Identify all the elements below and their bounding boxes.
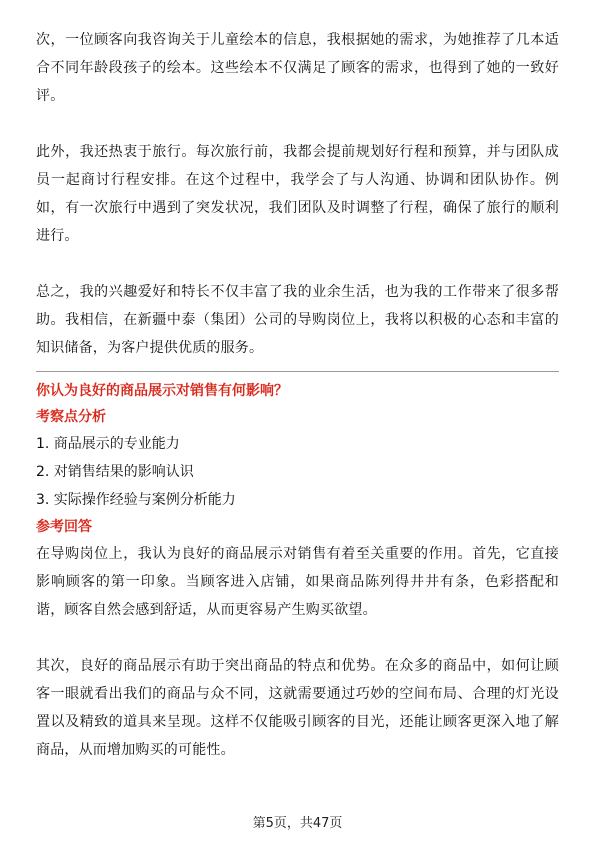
paragraph-gap	[36, 110, 559, 138]
paragraph-gap	[36, 624, 559, 652]
body-paragraph: 此外，我还热衷于旅行。每次旅行前，我都会提前规划好行程和预算，并与团队成员一起商讨行程安排。在这个过程中，我学会了与人沟通、协调和团队协作。例如，有一次旅行中遇到了突发状况，我们团队及时调整了行程，确保了旅行的顺利进行。	[36, 144, 559, 244]
answer-heading: 参考回答	[36, 519, 92, 535]
analysis-heading: 考察点分析	[36, 409, 106, 425]
body-paragraph: 总之，我的兴趣爱好和特长不仅丰富了我的业余生活，也为我的工作带来了很多帮助。我相信，在新疆中泰（集团）公司的导购岗位上，我将以积极的心态和丰富的知识储备，为客户提供优质的服务。	[36, 284, 559, 356]
question-heading: 你认为良好的商品展示对销售有何影响？	[36, 383, 288, 399]
section-divider	[36, 371, 559, 372]
page-number-footer: 第5页，共47页	[252, 816, 343, 831]
paragraph-gap	[36, 250, 559, 278]
analysis-item: 3. 实际操作经验与案例分析能力	[36, 492, 236, 508]
analysis-item: 1. 商品展示的专业能力	[36, 436, 180, 452]
body-paragraph: 次，一位顾客向我咨询关于儿童绘本的信息，我根据她的需求，为她推荐了几本适合不同年龄段孩子的绘本。这些绘本不仅满足了顾客的需求，也得到了她的一致好评。	[36, 32, 559, 104]
answer-paragraph: 在导购岗位上，我认为良好的商品展示对销售有着至关重要的作用。首先，它直接影响顾客的第一印象。当顾客进入店铺，如果商品陈列得井井有条，色彩搭配和谐，顾客自然会感到舒适，从而更容易产生购买欲望。	[36, 546, 559, 618]
answer-paragraph: 其次，良好的商品展示有助于突出商品的特点和优势。在众多的商品中，如何让顾客一眼就看出我们的商品与众不同，这就需要通过巧妙的空间布局、合理的灯光设置以及精致的道具来呈现。这样不仅能吸引顾客的目光，还能让顾客更深入地了解商品，从而增加购买的可能性。	[36, 658, 559, 758]
document-page	[36, 26, 559, 764]
analysis-item: 2. 对销售结果的影响认识	[36, 464, 194, 480]
